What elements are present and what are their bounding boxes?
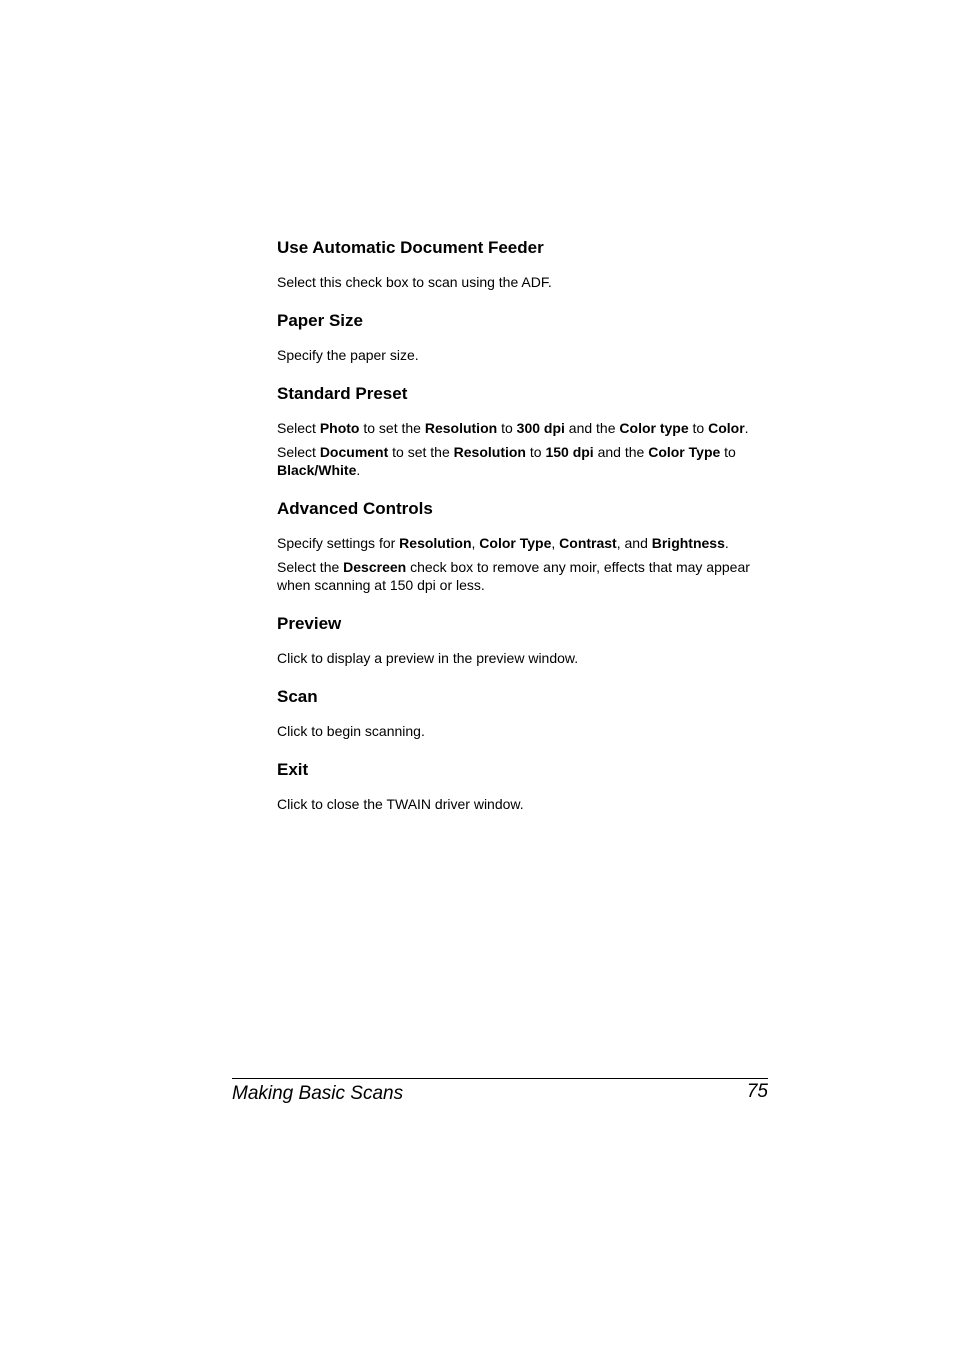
section-paragraph [277, 534, 772, 552]
bold-term: Resolution [424, 420, 498, 436]
bold-term: Color Type [648, 444, 721, 460]
text-run: . [356, 462, 361, 478]
section-paragraph [277, 795, 772, 813]
bold-term: Color type [619, 420, 689, 436]
section [277, 758, 772, 813]
section-heading: Standard Preset [277, 384, 408, 403]
bold-term: Descreen [343, 559, 407, 575]
page-number: 75 [746, 1081, 768, 1102]
bold-term: Resolution [399, 535, 472, 551]
text-run: to [688, 420, 709, 436]
section-heading: Advanced Controls [277, 499, 433, 518]
bold-term: 300 dpi [516, 420, 565, 436]
bold-term: Brightness [651, 535, 725, 551]
section-heading: Use Automatic Document Feeder [277, 238, 544, 257]
text-run: Click to display a preview in the preview window. [277, 650, 579, 666]
text-run: . [744, 420, 749, 436]
bold-term: Photo [319, 420, 360, 436]
bold-term: Resolution [453, 444, 526, 460]
section-heading: Paper Size [277, 311, 363, 330]
bold-term: Document [319, 444, 389, 460]
text-run: to set the [388, 444, 454, 460]
text-run: , [551, 535, 560, 551]
section-paragraph [277, 722, 772, 740]
section-paragraph [277, 419, 772, 437]
footer-title: Making Basic Scans [232, 1083, 404, 1104]
section-heading: Exit [277, 760, 309, 779]
section-heading: Scan [277, 687, 318, 706]
text-run: Select [277, 420, 320, 436]
text-run: to [525, 444, 546, 460]
text-run: and the [564, 420, 620, 436]
footer-rule [232, 1078, 768, 1079]
section [277, 685, 772, 740]
text-run: Select the [277, 559, 344, 575]
text-run: Click to close the TWAIN driver window. [277, 796, 524, 812]
text-run: check box to remove any moir, effects that may appear when scanning at 150 dpi or less. [277, 559, 750, 593]
bold-term: Contrast [559, 535, 617, 551]
text-run: , [471, 535, 480, 551]
section-paragraph [277, 346, 772, 364]
bold-term: Color [708, 420, 745, 436]
text-run: to set the [359, 420, 425, 436]
text-run: Click to begin scanning. [277, 723, 425, 739]
section [277, 236, 772, 291]
text-run: to [720, 444, 736, 460]
section [277, 309, 772, 364]
document-body [277, 236, 772, 831]
bold-term: 150 dpi [545, 444, 594, 460]
section-paragraph [277, 649, 772, 667]
section [277, 497, 772, 594]
bold-term: Black/White [277, 462, 357, 478]
section [277, 612, 772, 667]
section-paragraph [277, 443, 772, 479]
text-run: Specify settings for [277, 535, 400, 551]
text-run: Select [277, 444, 320, 460]
section [277, 382, 772, 479]
section-heading: Preview [277, 614, 342, 633]
text-run: , and [616, 535, 652, 551]
bold-term: Color Type [479, 535, 552, 551]
text-run: and the [593, 444, 649, 460]
text-run: Select this check box to scan using the ADF. [277, 274, 552, 290]
section-paragraph [277, 558, 772, 594]
text-run: Specify the paper size. [277, 347, 419, 363]
text-run: to [497, 420, 517, 436]
text-run: . [724, 535, 729, 551]
section-paragraph [277, 273, 772, 291]
